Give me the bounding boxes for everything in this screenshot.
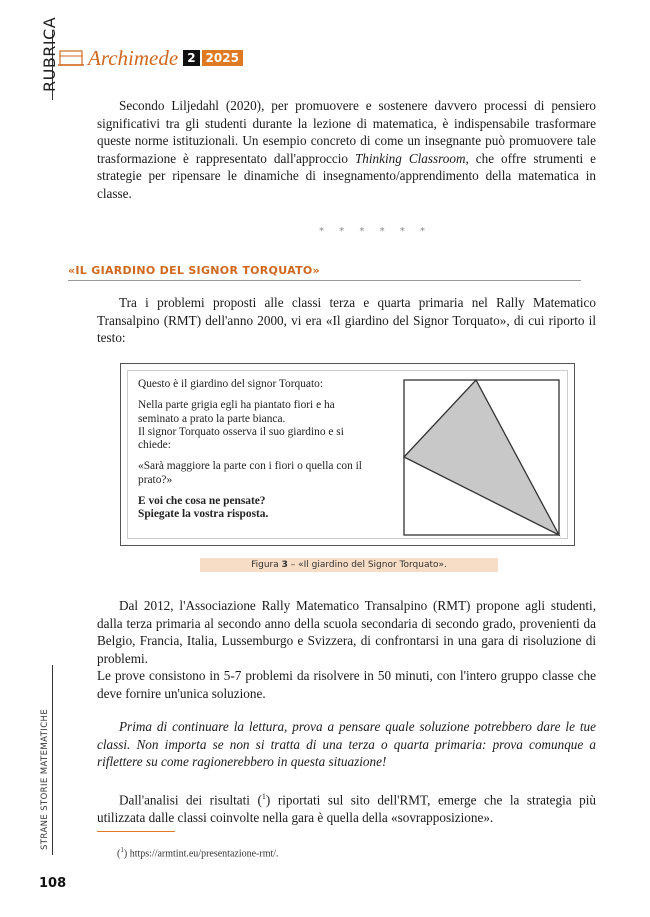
journal-title: Archimede xyxy=(88,45,179,70)
figure-caption xyxy=(200,558,498,572)
problem-text xyxy=(138,378,368,530)
caption-number: 3 xyxy=(281,560,288,570)
journal-header xyxy=(58,45,243,71)
caption-text: – «Il giardino del Signor Torquato». xyxy=(290,560,447,570)
paragraph-rally-text: Tra i problemi proposti alle classi terza e quarta primaria nel Rally Matematico Transalpino (RMT) dell'anno 2000, vi era «Il giardino del Signor Torquato», di cui riporto il testo: xyxy=(97,295,596,345)
problem-line: Il signor Torquato osserva il suo giardino e si chiede: xyxy=(138,425,344,452)
paragraph-rally xyxy=(97,294,596,347)
page-number: 108 xyxy=(39,876,67,891)
paragraph-rmt-text: Dal 2012, l'Associazione Rally Matematico Transalpino (RMT) propone agli studenti, dalla terza primaria al secondo anno della scuola secondaria di secondo grado, provenienti da Belgio, Francia, Italia, Lussemburgo e Svizzera, di confrontarsi in una gara di risoluzione di problemi. xyxy=(97,598,596,666)
footnote-divider xyxy=(97,831,175,832)
paragraph-results-start: Dall'analisi dei risultati ( xyxy=(119,792,262,808)
problem-line: Questo è il giardino del signor Torquato: xyxy=(138,378,324,390)
footnote-reference: 1 xyxy=(261,792,266,801)
issue-year: 2025 xyxy=(202,50,243,66)
paragraph-rules-text: Le prove consistono in 5-7 problemi da risolvere in 50 minuti, con l'intero gruppo classe che deve fornire un'unica soluzione. xyxy=(97,668,596,701)
section-divider xyxy=(68,280,581,281)
paragraph-rmt xyxy=(97,597,596,667)
problem-figure xyxy=(120,363,575,546)
rubrica-label: RUBRICA xyxy=(40,16,59,92)
footnote-mark: 1 xyxy=(120,846,124,854)
problem-figure-inner xyxy=(127,370,568,539)
paragraph-intro xyxy=(97,97,596,202)
paragraph-reflection xyxy=(97,718,596,771)
paragraph-intro-text: Secondo Liljedahl (2020), per promuovere e sostenere davvero processi di pensiero significativi tra gli studenti durante la lezione di matematica, è indispensabile trasformare queste norme istituzionali. Un esempio concreto di come un insegnante può promuovere tale trasformazione è rappresentato dall'approccio xyxy=(97,98,596,166)
section-side-label: STRANE STORIE MATEMATICHE xyxy=(40,708,50,850)
footnote-link[interactable]: https://armtint.eu/presentazione-rmt/. xyxy=(129,848,279,860)
paragraph-reflection-text: Prima di continuare la lettura, prova a pensare quale soluzione potrebbero dare le tue classi. Non importa se non si tratta di una terza o quarta primaria: prova comunque a riflettere su come ragionerebbero in questa situazione! xyxy=(97,719,596,769)
problem-line: Nella parte grigia egli ha piantato fiori e ha seminato a prato la parte bianca. xyxy=(138,399,335,425)
caption-prefix: Figura xyxy=(251,560,279,570)
footnote: ($^1$) https://armtint.eu/presentazione-rmt/. xyxy=(117,846,279,860)
thinking-classroom-term: Thinking Classroom xyxy=(354,150,466,166)
paragraph-results-end: ) riportati sul sito dell'RMT, emerge che la strategia più utilizzata dalle classi coinvolte nella gara è quella della «sovrapposizione». xyxy=(97,792,596,825)
sidebar-rule-bottom xyxy=(52,665,53,855)
paragraph-intro-end: , che offre strumenti e strategie per ripensare le dinamiche di insegnamento/apprendimento della matematica in classe. xyxy=(97,150,596,201)
section-separator: * * * * * * xyxy=(319,226,431,237)
garden-diagram xyxy=(403,379,561,539)
paragraph-rules xyxy=(97,667,596,702)
problem-line: «Sarà maggiore la parte con i fiori o quella con il prato?» xyxy=(138,460,362,486)
issue-number: 2 xyxy=(183,50,199,66)
archimede-logo-icon xyxy=(58,47,86,69)
paragraph-results xyxy=(97,788,596,826)
problem-instruction: Spiegate la vostra risposta. xyxy=(138,508,269,521)
section-heading: «IL GIARDINO DEL SIGNOR TORQUATO» xyxy=(68,264,320,277)
problem-question: E voi che cosa ne pensate? xyxy=(138,495,266,508)
